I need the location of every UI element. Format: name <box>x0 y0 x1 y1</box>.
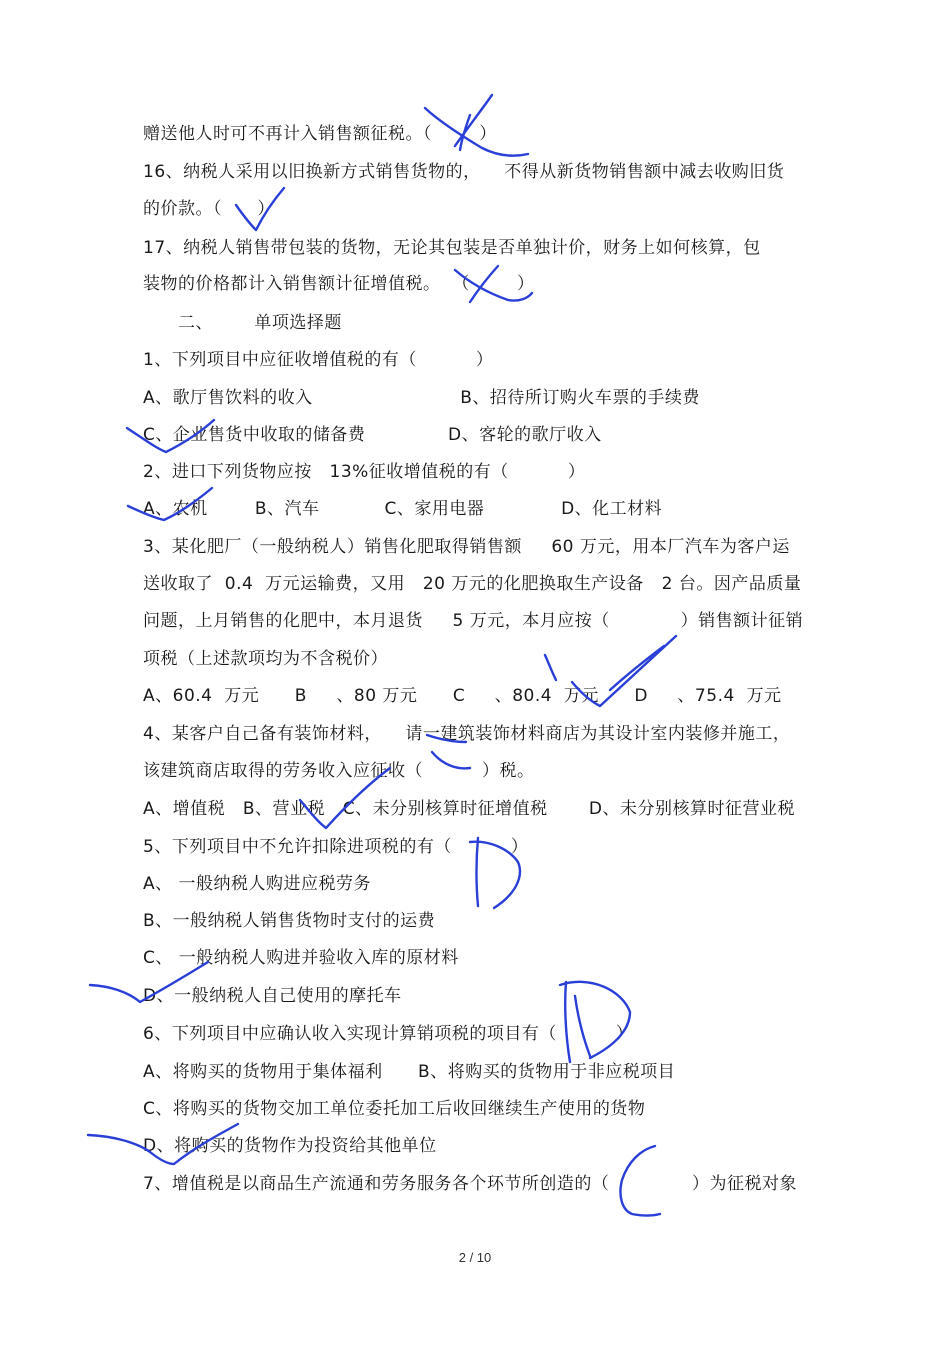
question-3-line-3: 问题，上月销售的化肥中，本月退货 5 万元，本月应按（ ）销售额计征销 <box>143 611 804 631</box>
question-5: 5、下列项目中不允许扣除进项税的有（ ） <box>143 837 529 857</box>
letter-d-mark-icon <box>560 982 630 1058</box>
question-1: 1、下列项目中应征收增值税的有（ ） <box>143 350 494 370</box>
check-mark-icon <box>610 646 664 690</box>
question-2: 2、进口下列货物应按 13%征收增值税的有（ ） <box>143 462 586 482</box>
question-5-option-d: D、一般纳税人自己使用的摩托车 <box>143 986 402 1006</box>
question-7: 7、增值税是以商品生产流通和劳务服务各个环节所创造的（ ）为征税对象 <box>143 1174 797 1194</box>
question-4-options: A、增值税 B、营业税 C、未分别核算时征增值税 D、未分别核算时征营业税 <box>143 799 796 819</box>
question-1-options-ab: A、歌厅售饮料的收入 B、招待所订购火车票的手续费 <box>143 388 700 408</box>
question-17-line-1: 17、纳税人销售带包装的货物，无论其包装是否单独计价，财务上如何核算，包 <box>143 238 761 258</box>
question-3-line-1: 3、某化肥厂（一般纳税人）销售化肥取得销售额 60 万元，用本厂汽车为客户运 <box>143 537 790 557</box>
question-4-line-1: 4、某客户自己备有装饰材料， 请一建筑装饰材料商店为其设计室内装修并施工， <box>143 724 791 744</box>
question-4-line-2: 该建筑商店取得的劳务收入应征收（ ）税。 <box>143 761 535 781</box>
question-3-options: A、60.4 万元 B 、80 万元 C 、80.4 万元 D 、75.4 万元 <box>143 686 782 706</box>
check-mark-icon <box>545 655 556 680</box>
text-line: 赠送他人时可不再计入销售额征税。（ ） <box>143 124 497 144</box>
question-5-option-c: C、 一般纳税人购进并验收入库的原材料 <box>143 948 459 968</box>
question-16-line-1: 16、纳税人采用以旧换新方式销售货物的， 不得从新货物销售额中减去收购旧货 <box>143 162 785 182</box>
letter-d-mark-icon <box>565 982 570 1062</box>
section-heading: 二、 单项选择题 <box>178 313 342 333</box>
question-3-line-4: 项税（上述款项均为不含税价） <box>143 649 388 669</box>
question-2-options: A、农机 B、汽车 C、家用电器 D、化工材料 <box>143 499 663 519</box>
question-6: 6、下列项目中应确认收入实现计算销项税的项目有（ ） <box>143 1024 634 1044</box>
question-5-option-a: A、 一般纳税人购进应税劳务 <box>143 874 372 894</box>
question-6-option-c: C、将购买的货物交加工单位委托加工后收回继续生产使用的货物 <box>143 1099 646 1119</box>
question-1-options-cd: C、企业售货中收取的储备费 D、客轮的歌厅收入 <box>143 425 602 445</box>
question-5-option-b: B、一般纳税人销售货物时支付的运费 <box>143 911 436 931</box>
page-number: 2 / 10 <box>458 1250 492 1265</box>
question-3-line-2: 送收取了 0.4 万元运输费，又用 20 万元的化肥换取生产设备 2 台。因产品质量 <box>143 574 802 594</box>
question-17-line-2: 装物的价格都计入销售额计征增值税。 （ ） <box>143 274 535 294</box>
question-16-line-2: 的价款。（ ） <box>143 199 275 219</box>
question-6-options-ab: A、将购买的货物用于集体福利 B、将购买的货物用于非应税项目 <box>143 1062 676 1082</box>
question-6-option-d: D、将购买的货物作为投资给其他单位 <box>143 1136 437 1156</box>
